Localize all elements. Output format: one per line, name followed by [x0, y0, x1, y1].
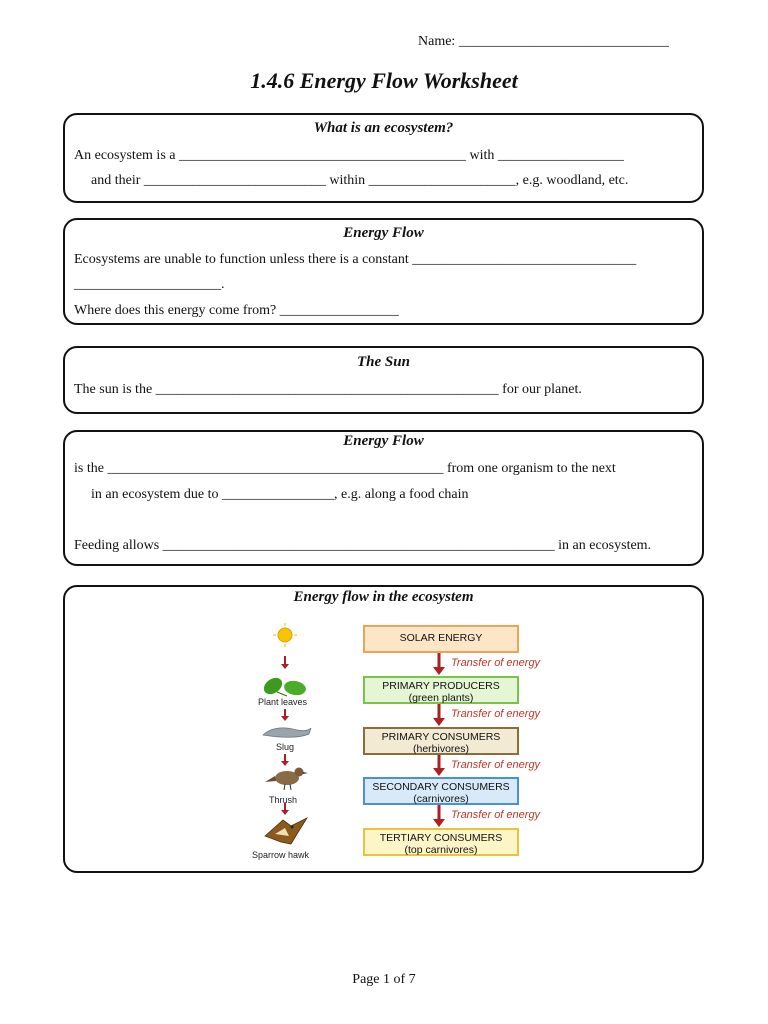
section-heading: The Sun — [357, 354, 410, 370]
section-heading: What is an ecosystem? — [313, 120, 454, 136]
fill-in-line: Where does this energy come from? _________________ — [74, 303, 399, 318]
sun-icon — [273, 623, 297, 647]
fill-in-line: in an ecosystem due to ________________, e.g. along a food chain — [91, 487, 469, 502]
fill-in-line: Feeding allows ________________________________________________________ in an ecosystem. — [74, 538, 652, 553]
stage-box-primary-consumers: PRIMARY CONSUMERS (herbivores) — [363, 727, 519, 755]
energy-flow-definition-section — [63, 430, 704, 566]
slug-icon — [263, 728, 311, 737]
transfer-arrows — [429, 653, 449, 828]
down-arrow-icon — [433, 805, 445, 827]
organism-label: Sparrow hawk — [252, 850, 310, 860]
stage-box-tertiary-consumers: TERTIARY CONSUMERS (top carnivores) — [363, 828, 519, 856]
fill-in-line: Ecosystems are unable to function unless there is a constant ________________________________ — [74, 252, 637, 267]
leaves-icon — [261, 675, 307, 698]
stage-box-primary-producers: PRIMARY PRODUCERS (green plants) — [363, 676, 519, 704]
page-title: 1.4.6 Energy Flow Worksheet — [250, 68, 518, 93]
organism-label: Thrush — [269, 795, 298, 805]
page-number: Page 1 of 7 — [352, 972, 416, 987]
down-arrow-icon — [281, 709, 289, 721]
transfer-label: Transfer of energy — [451, 657, 541, 669]
section-heading: Energy Flow — [343, 433, 424, 449]
energy-flow-diagram-section — [63, 585, 704, 873]
section-heading: Energy flow in the ecosystem — [293, 589, 474, 605]
organism-label: Plant leaves — [258, 697, 308, 707]
stage-box-solar-energy: SOLAR ENERGY — [363, 625, 519, 653]
down-arrow-icon — [281, 656, 289, 669]
down-arrow-icon — [433, 704, 445, 726]
fill-in-line: An ecosystem is a _________________________________________ with __________________ — [74, 148, 624, 163]
transfer-label: Transfer of energy — [451, 708, 541, 720]
ecosystem-section — [63, 113, 704, 203]
energy-flow-section — [63, 218, 704, 325]
fill-in-line: _____________________. — [74, 277, 225, 292]
stage-box-secondary-consumers: SECONDARY CONSUMERS (carnivores) — [363, 777, 519, 805]
name-field-line[interactable]: Name: ______________________________ — [418, 34, 669, 49]
thrush-icon — [265, 768, 308, 791]
transfer-label: Transfer of energy — [451, 809, 541, 821]
down-arrow-icon — [433, 755, 445, 776]
down-arrow-icon — [433, 653, 445, 675]
fill-in-line: The sun is the _________________________________________________ for our planet. — [74, 382, 582, 397]
sun-section — [63, 346, 704, 414]
transfer-label: Transfer of energy — [451, 759, 541, 771]
fill-in-line: is the ________________________________________________ from one organism to the next — [74, 461, 616, 476]
sparrow-hawk-icon — [265, 818, 307, 844]
down-arrow-icon — [281, 754, 289, 766]
section-heading: Energy Flow — [343, 225, 424, 241]
fill-in-line: and their __________________________ within _____________________, e.g. woodland, etc. — [91, 173, 629, 188]
organism-label: Slug — [276, 742, 295, 752]
